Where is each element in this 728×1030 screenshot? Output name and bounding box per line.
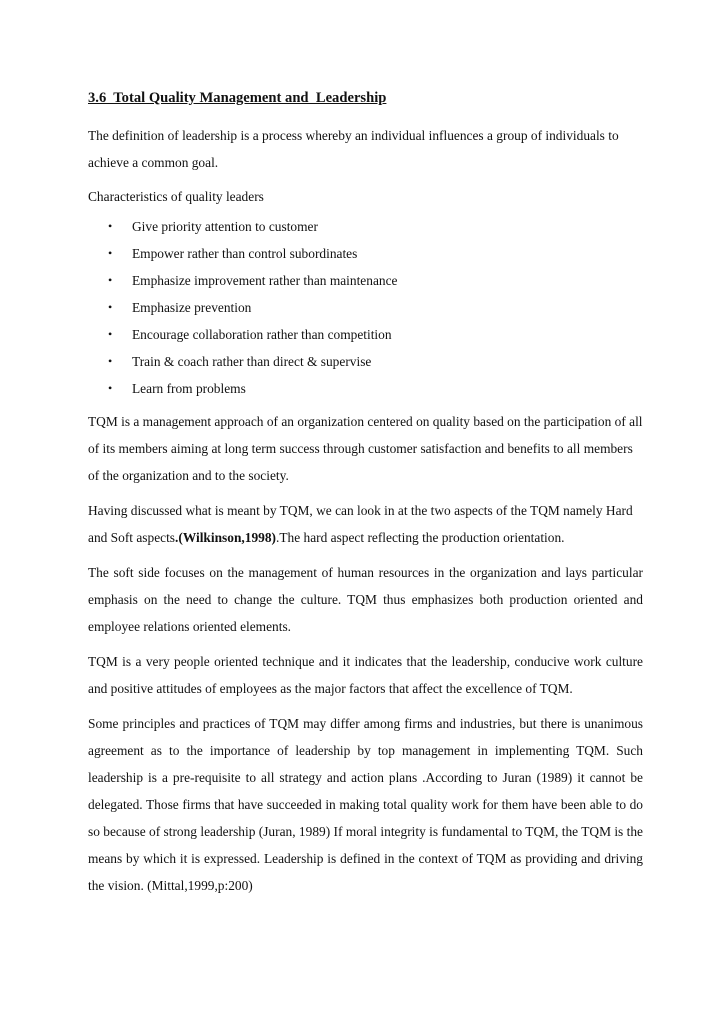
bullet-icon: • [108, 327, 113, 341]
citation: .(Wilkinson,1998) [175, 530, 276, 545]
aspects-paragraph: Having discussed what is meant by TQM, we can look in at the two aspects of the TQM namely Hard and Soft aspects.(Wilkinson,1998).The hard aspect reflecting the production orientation. [88, 503, 633, 545]
list-item: • Encourage collaboration rather than competition [88, 321, 643, 348]
principles-paragraph: Some principles and practices of TQM may differ among firms and industries, but there is unanimous agreement as to the importance of leadership by top management in implementing TQM. Such leadership is a pre-requisite to all strategy and action plans .According to Juran (1989) it cannot be delegated. Those firms that have succeeded in making total quality work for them have been able to do so because of strong leadership (Juran, 1989) If moral integrity is fundamental to TQM, the TQM is the means by which it is expressed. Leadership is defined in the context of TQM as providing and driving the vision. (Mittal,1999,p:200) [88, 716, 643, 893]
bullet-icon: • [108, 354, 113, 368]
section-heading: 3.6 Total Quality Management and Leadership [88, 90, 387, 106]
list-item: • Empower rather than control subordinates [88, 240, 643, 267]
list-item: • Emphasize prevention [88, 294, 643, 321]
bullet-icon: • [108, 219, 113, 233]
soft-side-paragraph: The soft side focuses on the management of human resources in the organization and lays particular emphasis on the need to change the culture. TQM thus emphasizes both production oriented and employee relations oriented elements. [88, 565, 643, 634]
bullet-icon: • [108, 381, 113, 395]
bullet-icon: • [108, 273, 113, 287]
list-item: • Train & coach rather than direct & supervise [88, 348, 643, 375]
list-item: • Give priority attention to customer [88, 213, 643, 240]
people-oriented-paragraph: TQM is a very people oriented technique and it indicates that the leadership, conducive work culture and positive attitudes of employees as the major factors that affect the excellence of TQM. [88, 654, 643, 696]
tqm-definition-paragraph: TQM is a management approach of an organization centered on quality based on the participation of all of its members aiming at long term success through customer satisfaction and benefits to all members of the organization and to the society. [88, 414, 643, 483]
list-item: • Learn from problems [88, 375, 643, 402]
leadership-definition-paragraph: The definition of leadership is a process whereby an individual influences a group of individuals to achieve a common goal. [88, 128, 619, 170]
characteristics-lead: Characteristics of quality leaders [88, 189, 264, 204]
document-body [88, 88, 643, 907]
characteristics-list [88, 213, 643, 402]
bullet-icon: • [108, 300, 113, 314]
bullet-icon: • [108, 246, 113, 260]
list-item: • Emphasize improvement rather than maintenance [88, 267, 643, 294]
